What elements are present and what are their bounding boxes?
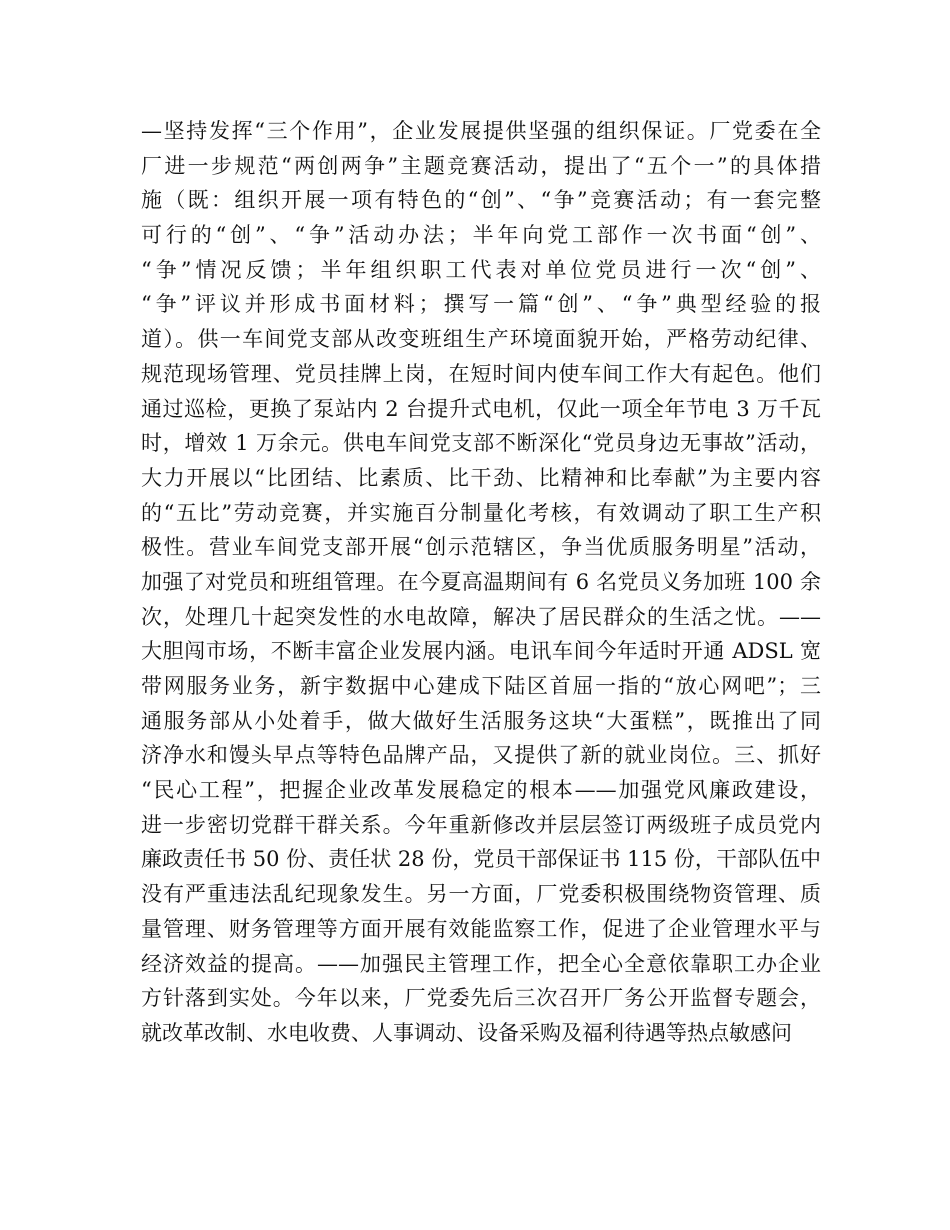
body-text — [141, 114, 821, 1051]
text-line: 带网服务业务，新宇数据中心建成下陆区首屈一指的“放心网吧”；三 — [141, 674, 821, 698]
text-line: 厂进一步规范“两创两争”主题竞赛活动，提出了“五个一”的具体措 — [141, 153, 821, 178]
text-line: 规范现场管理、党员挂牌上岗，在短时间内使车间工作大有起色。他们 — [141, 361, 821, 386]
text-line: “争”情况反馈；半年组织职工代表对单位党员进行一次“创”、 — [141, 257, 821, 282]
text-line: 通过巡检，更换了泵站内 2 台提升式电机，仅此一项全年节电 3 万千瓦 — [141, 396, 821, 421]
text-line: 进一步密切党群干群关系。今年重新修改并层层签订两级班子成员党内 — [141, 812, 821, 837]
text-line: —坚持发挥“三个作用”，企业发展提供坚强的组织保证。厂党委在全 — [141, 119, 821, 143]
text-line: 通服务部从小处着手，做大做好生活服务这块“大蛋糕”，既推出了同 — [141, 708, 821, 733]
text-line: 道）。供一车间党支部从改变班组生产环境面貌开始，严格劳动纪律、 — [141, 327, 821, 352]
text-line: 极性。营业车间党支部开展“创示范辖区，争当优质服务明星”活动， — [141, 535, 821, 560]
text-line: 方针落到实处。今年以来，厂党委先后三次召开厂务公开监督专题会， — [141, 986, 821, 1011]
text-line: 大胆闯市场，不断丰富企业发展内涵。电讯车间今年适时开通 ADSL 宽 — [141, 639, 821, 664]
text-line: 量管理、财务管理等方面开展有效能监察工作，促进了企业管理水平与 — [141, 916, 821, 941]
text-line: 济净水和馒头早点等特色品牌产品，又提供了新的就业岗位。三、抓好 — [141, 743, 821, 768]
text-line: 施（既：组织开展一项有特色的“创”、“争”竞赛活动；有一套完整 — [141, 188, 821, 213]
text-line: 加强了对党员和班组管理。在今夏高温期间有 6 名党员义务加班 100 余 — [141, 569, 821, 594]
text-line: 就改革改制、水电收费、人事调动、设备采购及福利待遇等热点敏感问 — [141, 1020, 792, 1045]
text-line: 大力开展以“比团结、比素质、比干劲、比精神和比奉献”为主要内容 — [141, 465, 821, 490]
text-line: 可行的“创”、“争”活动办法；半年向党工部作一次书面“创”、 — [141, 223, 821, 248]
text-line: 时，增效 1 万余元。供电车间党支部不断深化“党员身边无事故”活动， — [141, 431, 821, 456]
text-line: 经济效益的提高。——加强民主管理工作，把全心全意依靠职工办企业 — [141, 951, 821, 976]
text-line: 次，处理几十起突发性的水电故障，解决了居民群众的生活之忧。—— — [141, 604, 821, 629]
text-line: “争”评议并形成书面材料；撰写一篇“创”、“争”典型经验的报 — [141, 292, 821, 317]
text-line: 的“五比”劳动竞赛，并实施百分制量化考核，有效调动了职工生产积 — [141, 500, 821, 525]
text-line: 没有严重违法乱纪现象发生。另一方面，厂党委积极围绕物资管理、质 — [141, 882, 821, 907]
text-line: “民心工程”，把握企业改革发展稳定的根本——加强党风廉政建设， — [141, 778, 821, 803]
text-line: 廉政责任书 50 份、责任状 28 份，党员干部保证书 115 份，干部队伍中 — [141, 847, 821, 872]
